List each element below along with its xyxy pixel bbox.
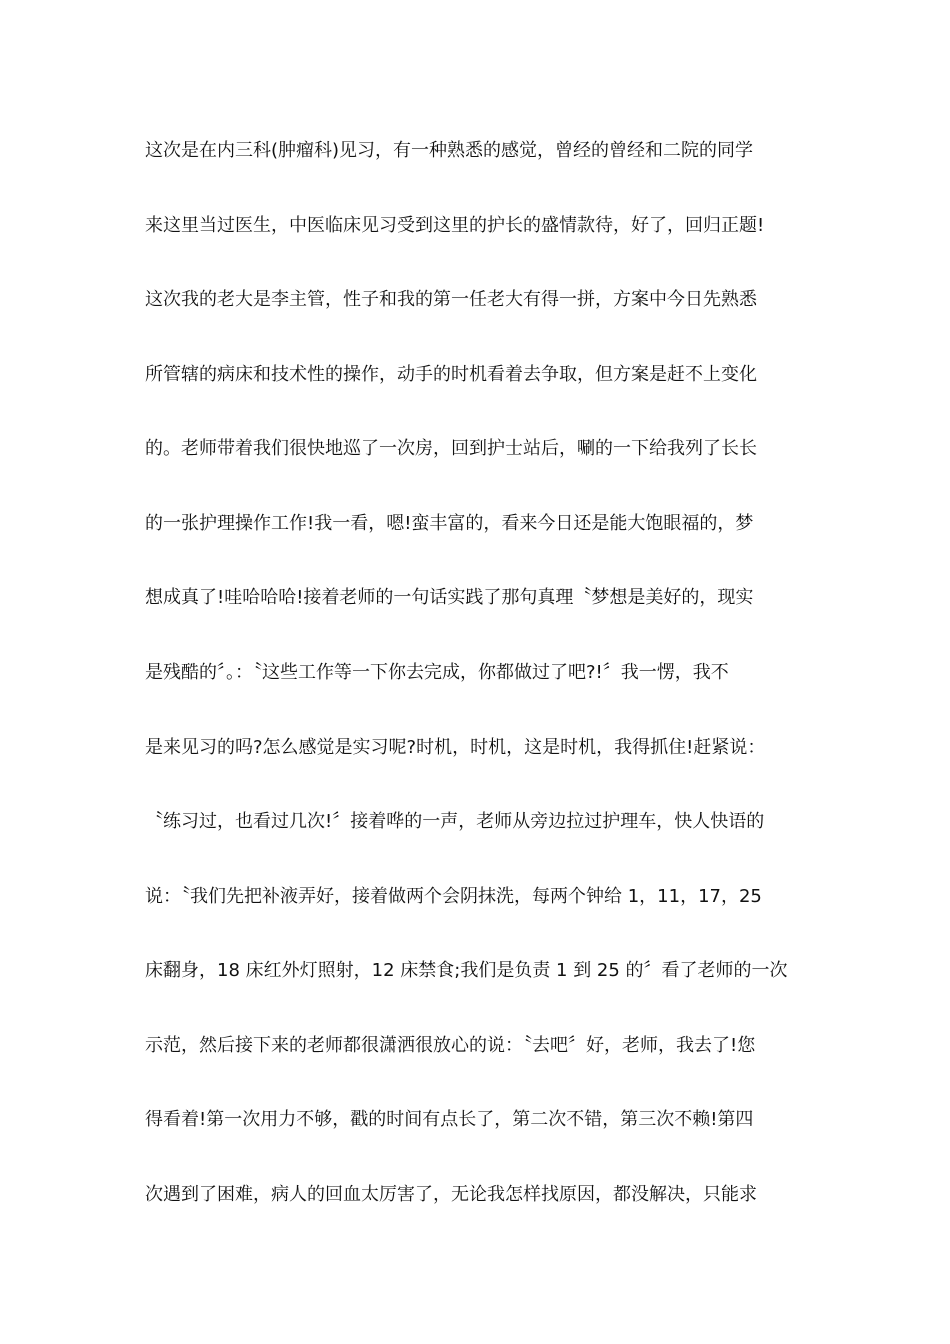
text-line: 〝练习过，也看过几次!〞接着哗的一声，老师从旁边拉过护理车，快人快语的	[145, 811, 765, 832]
text-line: 是来见习的吗?怎么感觉是实习呢?时机，时机，这是时机，我得抓住!赶紧说：	[145, 737, 766, 758]
text-line: 得看着!第一次用力不够，戳的时间有点长了，第二次不错，第三次不赖!第四	[145, 1109, 754, 1130]
text-line: 的一张护理操作工作!我一看，嗯!蛮丰富的，看来今日还是能大饱眼福的，梦	[145, 513, 754, 534]
text-line: 的。老师带着我们很快地巡了一次房，回到护士站后，唰的一下给我列了长长	[145, 438, 757, 459]
text-line: 来这里当过医生，中医临床见习受到这里的护长的盛情款待，好了，回归正题!	[145, 215, 765, 236]
text-line: 床翻身，18 床红外灯照射，12 床禁食;我们是负责 1 到 25 的〞看了老师的一次	[145, 960, 788, 981]
text-line: 这次是在内三科(肿瘤科)见习，有一种熟悉的感觉，曾经的曾经和二院的同学	[145, 140, 754, 161]
text-line: 想成真了!哇哈哈哈!接着老师的一句话实践了那句真理〝梦想是美好的，现实	[145, 587, 754, 608]
text-line: 是残酷的〞。：〝这些工作等一下你去完成，你都做过了吧?!〞我一愣，我不	[145, 662, 729, 683]
text-line: 这次我的老大是李主管，性子和我的第一任老大有得一拼，方案中今日先熟悉	[145, 289, 757, 310]
text-line: 示范，然后接下来的老师都很潇洒很放心的说：〝去吧〞好，老师，我去了!您	[145, 1035, 756, 1056]
text-line: 所管辖的病床和技术性的操作，动手的时机看着去争取，但方案是赶不上变化	[145, 364, 757, 385]
text-line: 说：〝我们先把补液弄好，接着做两个会阴抹洗，每两个钟给 1，11，17，25	[145, 886, 762, 907]
text-line: 次遇到了困难，病人的回血太厉害了，无论我怎样找原因，都没解决，只能求	[145, 1184, 757, 1205]
